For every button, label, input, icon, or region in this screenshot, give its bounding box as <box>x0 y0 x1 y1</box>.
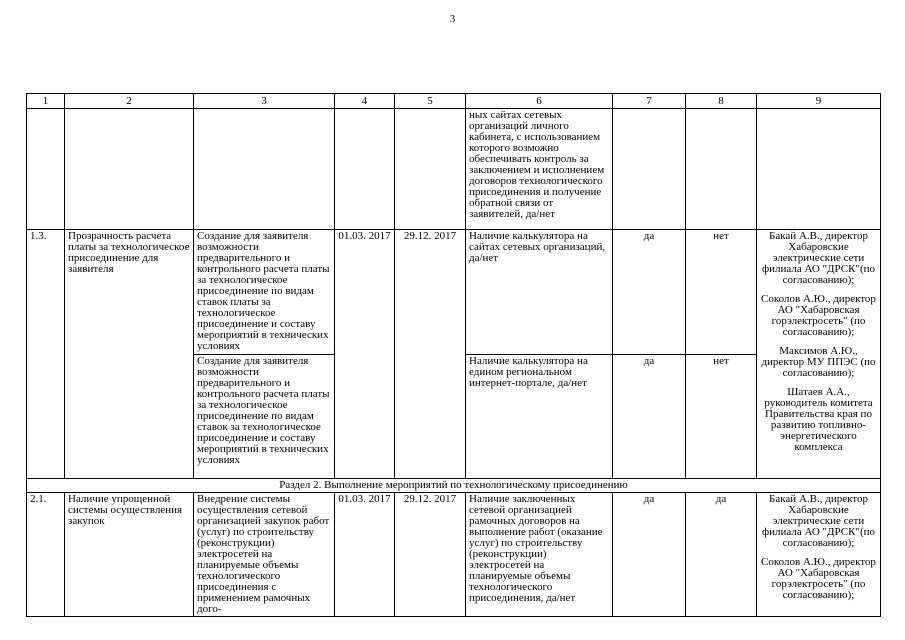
base-value: да <box>613 493 686 617</box>
column-number-row <box>27 94 881 109</box>
row-number: 1.3. <box>27 230 65 479</box>
section-row <box>27 479 881 493</box>
task-cell: Прозрачность расчета платы за технологическое присоединение для заявителя <box>65 230 194 479</box>
responsible-entry: Соколов А.Ю., директор АО "Хабаровская горэлектросеть" (по согласованию); <box>761 293 876 338</box>
start-date: 01.03. 2017 <box>335 230 395 479</box>
col-header-3: 3 <box>194 94 335 109</box>
table-row <box>27 493 881 617</box>
row-number: 2.1. <box>27 493 65 617</box>
responsible-entry: Бакай А.В., директор Хабаровские электрические сети филиала АО "ДРСК"(по согласованию); <box>761 230 876 286</box>
col-header-7: 7 <box>613 94 686 109</box>
col-header-9: 9 <box>757 94 881 109</box>
col-header-1: 1 <box>27 94 65 109</box>
responsible-cell <box>757 230 881 479</box>
section-title: Раздел 2. Выполнение мероприятий по технологическому присоединению <box>27 479 881 493</box>
target-value: нет <box>686 230 757 355</box>
col-header-4: 4 <box>335 94 395 109</box>
indicator-cell: Наличие калькулятора на едином региональном интернет-портале, да/нет <box>466 355 613 479</box>
responsible-cell <box>757 493 881 617</box>
indicator-cell: ных сайтах сетевых организаций личного кабинета, с использованием которого возможно обеспечивать контроль за заключением и исполнением договоров технологического присоединения и получение обратной связи от заявителей, да/нет <box>466 109 613 230</box>
page-number: 3 <box>449 13 456 25</box>
end-date: 29.12. 2017 <box>395 230 466 479</box>
measure-cell: Внедрение системы осуществления сетевой организацией закупок работ (услуг) по строительству (реконструкции) электросетей на планируемые объемы технологического присоединения с применением рамочных дого- <box>194 493 335 617</box>
start-date: 01.03. 2017 <box>335 493 395 617</box>
responsible-entry: Максимов А.Ю., директор МУ ППЭС (по согласованию); <box>761 345 876 379</box>
measure-cell: Создание для заявителя возможности предварительного и контрольного расчета платы за технологическое присоединение по видам ставок за технологическое присоединение и составу мероприятий в технических условиях <box>194 355 335 479</box>
base-value: да <box>613 355 686 479</box>
col-header-5: 5 <box>395 94 466 109</box>
col-header-8: 8 <box>686 94 757 109</box>
target-value: да <box>686 493 757 617</box>
task-cell: Наличие упрощенной системы осуществления закупок <box>65 493 194 617</box>
indicator-cell: Наличие калькулятора на сайтах сетевых организаций, да/нет <box>466 230 613 355</box>
responsible-entry: Бакай А.В., директор Хабаровские электрические сети филиала АО "ДРСК"(по согласованию); <box>761 493 876 549</box>
col-header-6: 6 <box>466 94 613 109</box>
table-row <box>27 230 881 355</box>
end-date: 29.12. 2017 <box>395 493 466 617</box>
target-value: нет <box>686 355 757 479</box>
indicator-cell: Наличие заключенных сетевой организацией рамочных договоров на выполнение работ (оказание услуг) по строительству (реконструкции) электросетей на планируемые объемы технологического присоединения, да/нет <box>466 493 613 617</box>
continuation-row <box>27 109 881 230</box>
col-header-2: 2 <box>65 94 194 109</box>
responsible-entry: Шатаев А.А., руководитель комитета Правительства края по развитию топливно-энергетического комплекса <box>764 386 873 453</box>
base-value: да <box>613 230 686 355</box>
measure-cell: Создание для заявителя возможности предварительного и контрольного расчета платы за технологическое присоединение по видам ставок платы за технологическое присоединение и составу мероприятий в технических условиях <box>194 230 335 355</box>
responsible-entry: Соколов А.Ю., директор АО "Хабаровская горэлектросеть" (по согласованию); <box>761 556 876 601</box>
measures-table <box>26 93 881 617</box>
